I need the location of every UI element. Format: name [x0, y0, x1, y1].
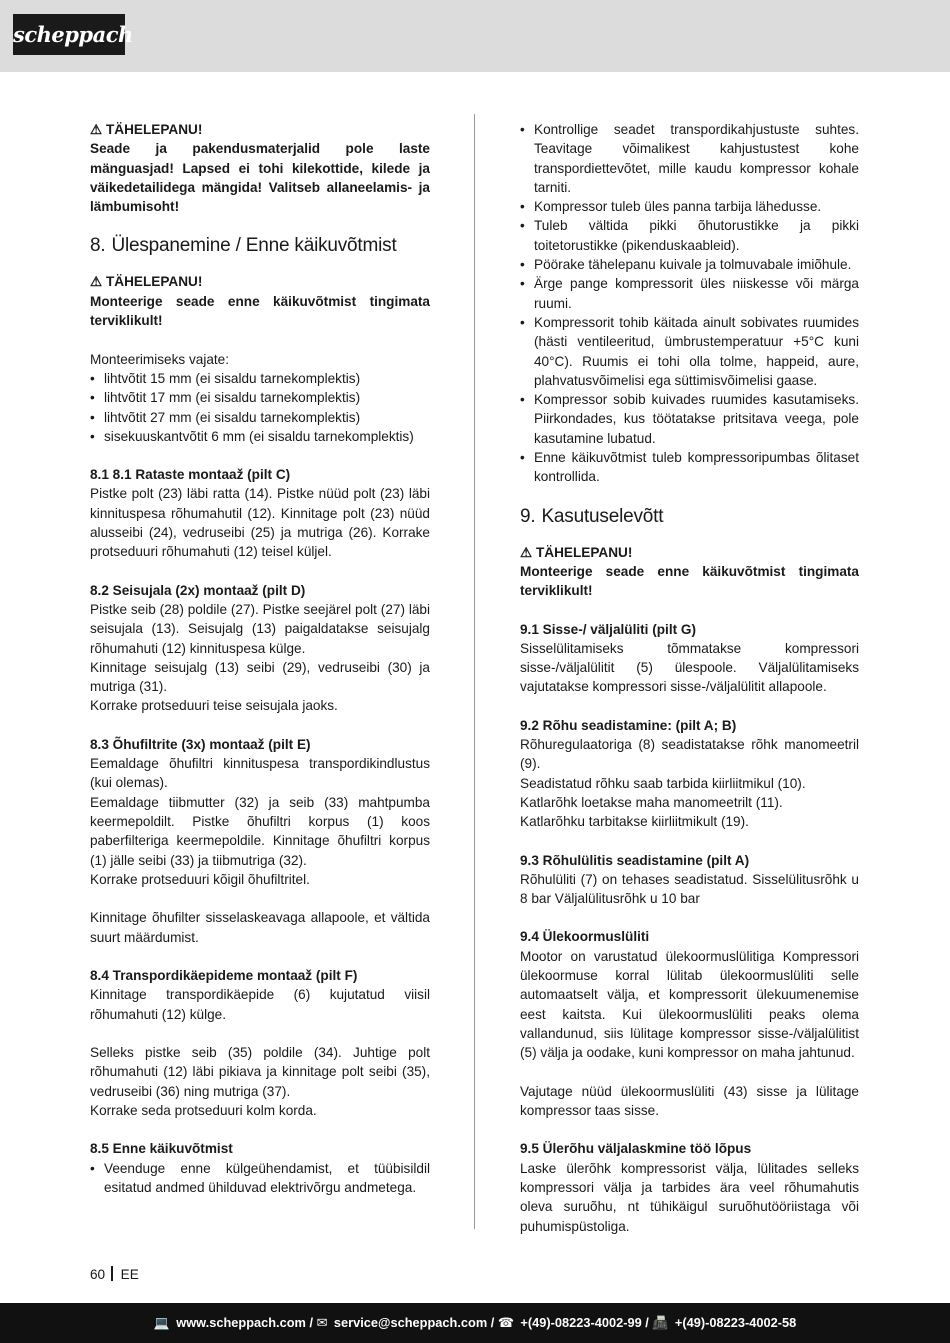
paragraph: Mootor on varustatud ülekoormuslülitiga Kompressori ülekoormuse korral lülitab ülekoormuslüliti selle automaatselt välja, et kompressorit ülekuumenemise eest kaitsta. Kui ülekoormuslüliti peaks olema vallandunud, siis lülitage kompressor sisse-/väljalülitist (5) välja ja oodake, kuni kompressor on maha jahtunud.	[520, 948, 859, 1061]
paragraph: Rõhulüliti (7) on tehases seadistatud. Sisselülitusrõhk u 8 bar Väljalülitusrõhk u 10 bar	[520, 871, 859, 907]
warning-heading: ⚠ TÄHELEPANU!	[90, 122, 203, 137]
subsection-heading: 8.4 Transpordikäepideme montaaž (pilt F)	[90, 967, 358, 983]
page-number	[90, 1266, 139, 1283]
subsection-heading: 8.1 8.1 Rataste montaaž (pilt C)	[90, 467, 291, 483]
language-code: EE	[120, 1267, 139, 1282]
warning-heading: ⚠ TÄHELEPANU!	[90, 274, 203, 290]
paragraph: Selleks pistke seib (35) poldile (34). Juhtige polt rõhumahuti (12) läbi pikiava ja kinnitage polt seibi (35), vedruseibi (36) ning mutriga (37).	[90, 1045, 430, 1099]
fax-number: +(49)-08223-4002-58	[674, 1315, 797, 1330]
section-8-heading	[90, 234, 430, 258]
list-item: • Tuleb vältida pikki õhutorustikke ja pikki toitetorustikke (pikenduskaableid).	[520, 216, 859, 255]
checks-list	[520, 120, 859, 487]
list-item: • Kompressorit tohib käitada ainult sobivates ruumides (hästi ventileeritud, ümbrustemperatuur +5°C kuni 40°C). Ruumis ei tohi olla tolme, happeid, aure, plahvatusvõimelisi ega süttimisvõimelisi gaase.	[520, 313, 859, 390]
paragraph: Laske ülerõhk kompressorist välja, lülitades selleks kompressori välja ja tarbides ära veel rõhumahutis oleva suruõhu, nt tühikäigul suruõhutööriistaga või puhumispüstoliga.	[520, 1160, 859, 1234]
paragraph: Korrake protseduuri teise seisujala jaoks.	[90, 698, 338, 714]
paragraph: Sisselülitamiseks tõmmatakse kompressori sisse-/väljalülitit (5) ülespoole. Väljalülitamiseks vajutatakse kompressori sisse-/väljalülitit allapoole.	[520, 640, 859, 695]
column-divider	[474, 114, 475, 1229]
paragraph: Seadistatud rõhku saab tarbida kiirliitmikul (10).	[520, 775, 806, 791]
phone-number: +(49)-08223-4002-99 /	[520, 1315, 649, 1330]
section-9-heading	[520, 505, 859, 529]
list-item: • Ärge pange kompressorit üles niiskesse või märga ruumi.	[520, 274, 859, 313]
paragraph: Pistke seib (28) poldile (27). Pistke seejärel polt (27) läbi seisujala (13). Seisujalg (13) paigaldatakse seisujalg rõhumahuti (12) kinnituspesa külge.	[90, 601, 430, 656]
list-item: • lihtvõtit 15 mm (ei sisaldu tarnekomplektis)	[90, 369, 430, 388]
phone-icon: ☎	[497, 1315, 514, 1330]
page-header	[0, 0, 950, 72]
subsection-heading: 9.5 Ülerõhu väljalaskmine töö lõpus	[520, 1141, 752, 1157]
warning-text: Monteerige seade enne käikuvõtmist tingimata terviklikult!	[90, 293, 430, 329]
left-column	[90, 120, 430, 1197]
paragraph: Eemaldage tiibmutter (32) ja seib (33) mahtpumba keermepoldilt. Pistke õhufiltri korpus (1) koos paberfilteriga keermepoldile. Kinnitage õhufiltri korpus (1) jälle seibi (33) ja tiibmutriga (32).	[90, 794, 430, 868]
paragraph: Katlarõhk loetakse maha manomeetrilt (11).	[520, 794, 783, 810]
website-link[interactable]: www.scheppach.com /	[176, 1315, 314, 1330]
paragraph: Vajutage nüüd ülekoormuslüliti (43) sisse ja lülitage kompressor taas sisse.	[520, 1083, 859, 1119]
list-item: • Enne käikuvõtmist tuleb kompressoripumbas õlitaset kontrollida.	[520, 448, 859, 487]
paragraph: Korrake seda protseduuri kolm korda.	[90, 1103, 317, 1119]
paragraph: Korrake protseduuri kõigil õhufiltritel.	[90, 871, 310, 887]
list-item: • Veenduge enne külgeühendamist, et tüübisildil esitatud andmed ühilduvad elektrivõrgu andmetega.	[90, 1159, 430, 1198]
list-item: • Pöörake tähelepanu kuivale ja tolmuvabale imiõhule.	[520, 255, 859, 274]
paragraph: Eemaldage õhufiltri kinnituspesa transpordikindlustus (kui olemas).	[90, 756, 430, 791]
warning-heading: ⚠ TÄHELEPANU!	[520, 544, 633, 560]
section-title: Ülespanemine / Enne käikuvõtmist	[111, 235, 397, 257]
paragraph: Kinnitage transpordikäepide (6) kujutatud viisil rõhumahuti (12) külge.	[90, 987, 430, 1022]
subsection-heading: 9.4 Ülekoormuslüliti	[520, 929, 650, 945]
warning-text: Seade ja pakendusmaterjalid pole laste mänguasjad! Lapsed ei tohi kilekottide, kilede ja väikedetailidega mängida! Valitseb allaneelamis- ja lämbumisoht!	[90, 141, 430, 215]
paragraph: Rõhuregulaatoriga (8) seadistatakse rõhk manomeetril (9).	[520, 737, 859, 772]
subsection-heading: 9.2 Rõhu seadistamine: (pilt A; B)	[520, 717, 737, 733]
paragraph: Pistke polt (23) läbi ratta (14). Pistke nüüd polt (23) läbi kinnituspesa rõhumahutil (12). Kinnitage polt (23) nüüd alusseibi (24), vedruseibi (25) ja mutriga (26). Korrake protseduuri rõhumahuti (12) teisel küljel.	[90, 486, 430, 560]
paragraph: Katlarõhku tarbitakse kiirliitmikult (19).	[520, 814, 749, 830]
subsection-heading: 8.5 Enne käikuvõtmist	[90, 1141, 233, 1157]
fax-icon: 📠	[652, 1315, 669, 1330]
subsection-heading: 9.3 Rõhulülitis seadistamine (pilt A)	[520, 852, 750, 868]
page-footer	[0, 1303, 950, 1343]
paragraph: Kinnitage seisujalg (13) seibi (29), vedruseibi (30) ja mutriga (31).	[90, 659, 430, 695]
section-number: 8.	[90, 235, 106, 257]
page-number-separator	[111, 1266, 113, 1281]
paragraph: Kinnitage õhufilter sisselaskeavaga allapoole, et vältida suurt määrdumist.	[90, 910, 430, 945]
subsection-heading: 9.1 Sisse-/ väljalüliti (pilt G)	[520, 621, 697, 637]
prestart-list	[90, 1159, 430, 1198]
tools-intro: Monteerimiseks vajate:	[90, 351, 230, 367]
page-number-value: 60	[90, 1267, 106, 1282]
mail-icon: ✉	[316, 1315, 328, 1330]
section-number: 9.	[520, 505, 536, 527]
right-column	[520, 120, 859, 1236]
list-item: • sisekuuskantvõtit 6 mm (ei sisaldu tarnekomplektis)	[90, 427, 430, 446]
list-item: • Kontrollige seadet transpordikahjustuste suhtes. Teavitage võimalikest kahjustustest kohe transpordiettevõtet, mille kaudu kompressor kohale tarniti.	[520, 120, 859, 197]
computer-icon: 💻	[153, 1315, 170, 1330]
tools-list	[90, 369, 430, 446]
scheppach-logo: scheppach	[13, 14, 125, 55]
list-item: • Kompressor sobib kuivades ruumides kasutamiseks. Piirkondades, kus töötatakse pritsitava veega, pole kasutamine lubatud.	[520, 390, 859, 448]
list-item: • lihtvõtit 27 mm (ei sisaldu tarnekomplektis)	[90, 408, 430, 427]
subsection-heading: 8.3 Õhufiltrite (3x) montaaž (pilt E)	[90, 736, 311, 752]
list-item: • lihtvõtit 17 mm (ei sisaldu tarnekomplektis)	[90, 388, 430, 407]
section-title: Kasutuselevõtt	[541, 505, 664, 527]
email-link[interactable]: service@scheppach.com /	[333, 1315, 495, 1330]
warning-text: Monteerige seade enne käikuvõtmist tingimata terviklikult!	[520, 563, 859, 599]
list-item: • Kompressor tuleb üles panna tarbija lähedusse.	[520, 197, 859, 216]
subsection-heading: 8.2 Seisujala (2x) montaaž (pilt D)	[90, 582, 306, 598]
